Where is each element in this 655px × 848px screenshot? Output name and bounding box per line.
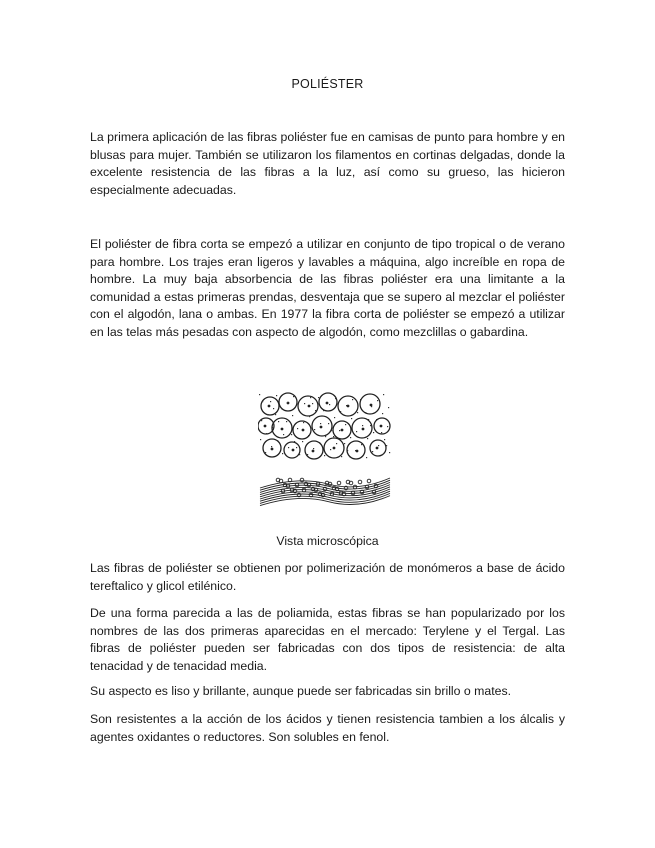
speckle xyxy=(276,395,277,396)
speckle xyxy=(376,419,377,420)
paragraph-3: Las fibras de poliéster se obtienen por polimerización de monómeros a base de ácido tereftalico y glicol etilénico. xyxy=(90,561,565,593)
speckle xyxy=(291,434,292,435)
fiber-lumen-dot xyxy=(281,428,284,431)
speckle xyxy=(296,447,297,448)
speckle xyxy=(357,412,358,413)
fiber-lumen-dot xyxy=(341,429,344,432)
speckle xyxy=(294,441,295,442)
speckle xyxy=(351,418,352,419)
paragraph-2: El poliéster de fibra corta se empezó a utilizar en conjunto de tipo tropical o de verano para hombre. Los trajes eran ligeros y lavables a máquina, algo increíble en ropa de hombre. La muy baja absorbencia de las fibras poliéster era una limitante a la comunidad a estas primeras prendas, desventaja que se supero al mezclar el poliéster con el algodón, lana o ambas. En 1977 la fibra corta de poliéster se empezó a utilizar en las telas más pesadas con aspecto de algodón, como mezclillas o gabardina. xyxy=(90,237,565,339)
fiber-lumen-dot xyxy=(312,450,315,453)
speckle xyxy=(283,434,284,435)
speckle xyxy=(333,436,334,437)
fiber-lumen-dot xyxy=(292,449,295,452)
speckle xyxy=(345,424,346,425)
speckle xyxy=(324,455,325,456)
speckle xyxy=(355,450,356,451)
fiber-bead xyxy=(337,481,341,485)
speckle xyxy=(389,452,390,453)
speckle xyxy=(277,440,278,441)
speckle xyxy=(331,430,332,431)
speckle xyxy=(340,411,341,412)
speckle xyxy=(334,417,335,418)
fiber-bead xyxy=(367,479,371,483)
speckle xyxy=(367,438,368,439)
speckle xyxy=(356,431,357,432)
speckle xyxy=(286,421,287,422)
speckle xyxy=(273,408,274,409)
speckle xyxy=(292,415,293,416)
speckle xyxy=(309,416,310,417)
figure-caption: Vista microscópica xyxy=(276,534,379,548)
fiber-circle xyxy=(319,393,337,411)
paragraph-5: Su aspecto es liso y brillante, aunque puede ser fabricadas sin brillo o mates. xyxy=(90,684,512,698)
speckle xyxy=(341,456,342,457)
fiber-lumen-dot xyxy=(362,428,365,431)
speckle xyxy=(335,398,336,399)
speckle xyxy=(347,450,348,451)
speckle xyxy=(330,449,331,450)
speckle xyxy=(310,397,311,398)
speckle xyxy=(299,454,300,455)
speckle xyxy=(344,443,345,444)
fiber-lumen-dot xyxy=(320,426,323,429)
speckle xyxy=(307,454,308,455)
speckle xyxy=(308,435,309,436)
speckle xyxy=(339,430,340,431)
speckle xyxy=(320,423,321,424)
paragraph-4: De una forma parecida a las de poliamida, estas fibras se han popularizado por los nombres de las dos primeras aparecidas en el mercado: Terylene y el Tergal. Las fibras de poliéster pueden ser fabricadas con dos tipos de resistencia: de alta tenacidad y de tenacidad media. xyxy=(90,606,565,673)
speckle xyxy=(361,444,362,445)
speckle xyxy=(288,447,289,448)
speckle xyxy=(315,410,316,411)
speckle xyxy=(262,401,263,402)
speckle xyxy=(281,408,282,409)
fiber-circle xyxy=(312,416,332,436)
speckle xyxy=(267,414,268,415)
speckle xyxy=(382,413,383,414)
fiber-lumen-dot xyxy=(268,405,271,408)
speckle xyxy=(278,421,279,422)
fiber-lumen-dot xyxy=(264,425,267,428)
fiber-lumen-dot xyxy=(370,404,373,407)
speckle xyxy=(371,406,372,407)
speckle xyxy=(318,397,319,398)
speckle xyxy=(259,394,260,395)
fiber-cross-section-image xyxy=(258,392,392,514)
speckle xyxy=(370,425,371,426)
fiber-cross-section xyxy=(258,393,390,459)
speckle xyxy=(319,442,320,443)
speckle xyxy=(366,457,367,458)
speckle xyxy=(377,400,378,401)
fiber-lumen-dot xyxy=(302,429,305,432)
speckle xyxy=(271,446,272,447)
fiber-lumen-dot xyxy=(326,402,329,405)
fiber-circle xyxy=(352,418,372,438)
speckle xyxy=(293,396,294,397)
speckle xyxy=(275,414,276,415)
speckle xyxy=(365,412,366,413)
speckle xyxy=(272,427,273,428)
speckle xyxy=(329,404,330,405)
paragraph-6: Son resistentes a la acción de los ácidos y tienen resistencia tambien a los álcalis y agentes oxidantes o reductores. Son solubles en fenol. xyxy=(90,712,565,744)
fiber-lumen-dot xyxy=(333,447,336,450)
speckle xyxy=(349,456,350,457)
fiber-circle xyxy=(360,394,380,414)
speckle xyxy=(368,419,369,420)
speckle xyxy=(265,452,266,453)
fiber-lumen-dot xyxy=(308,405,311,408)
fiber-bead xyxy=(300,478,304,482)
speckle xyxy=(304,403,305,404)
speckle xyxy=(287,402,288,403)
speckle xyxy=(302,441,303,442)
speckle xyxy=(362,425,363,426)
speckle xyxy=(350,437,351,438)
speckle xyxy=(381,432,382,433)
speckle xyxy=(298,409,299,410)
speckle xyxy=(260,439,261,440)
microscopic-view-figure xyxy=(258,392,392,514)
fiber-strand xyxy=(260,496,390,506)
speckle xyxy=(373,432,374,433)
speckle xyxy=(325,436,326,437)
speckle xyxy=(386,445,387,446)
speckle xyxy=(270,401,271,402)
speckle xyxy=(303,422,304,423)
speckle xyxy=(261,420,262,421)
speckle xyxy=(323,410,324,411)
fiber-longitudinal-view xyxy=(260,478,390,506)
speckle xyxy=(328,423,329,424)
fiber-lumen-dot xyxy=(380,425,383,428)
fiber-lumen-dot xyxy=(376,447,379,450)
speckle xyxy=(312,403,313,404)
speckle xyxy=(313,448,314,449)
speckle xyxy=(372,451,373,452)
speckle xyxy=(384,439,385,440)
speckle xyxy=(388,407,389,408)
paragraph-1: La primera aplicación de las fibras poliéster fue en camisas de punto para hombre y en blusas para mujer. También se utilizaron los filamentos en cortinas delgadas, donde la excelente resistencia de las fibras a la luz, así como su grueso, las hicieron especialmente adecuadas. xyxy=(90,130,565,197)
fiber-bead xyxy=(358,480,362,484)
speckle xyxy=(297,428,298,429)
speckle xyxy=(360,399,361,400)
speckle xyxy=(314,429,315,430)
fiber-circle xyxy=(305,441,323,459)
speckle xyxy=(387,426,388,427)
fiber-lumen-dot xyxy=(271,448,274,451)
speckle xyxy=(352,399,353,400)
speckle xyxy=(383,394,384,395)
speckle xyxy=(346,405,347,406)
speckle xyxy=(282,453,283,454)
speckle xyxy=(336,443,337,444)
speckle xyxy=(378,445,379,446)
page-title: POLIÉSTER xyxy=(291,77,364,91)
speckle xyxy=(266,433,267,434)
